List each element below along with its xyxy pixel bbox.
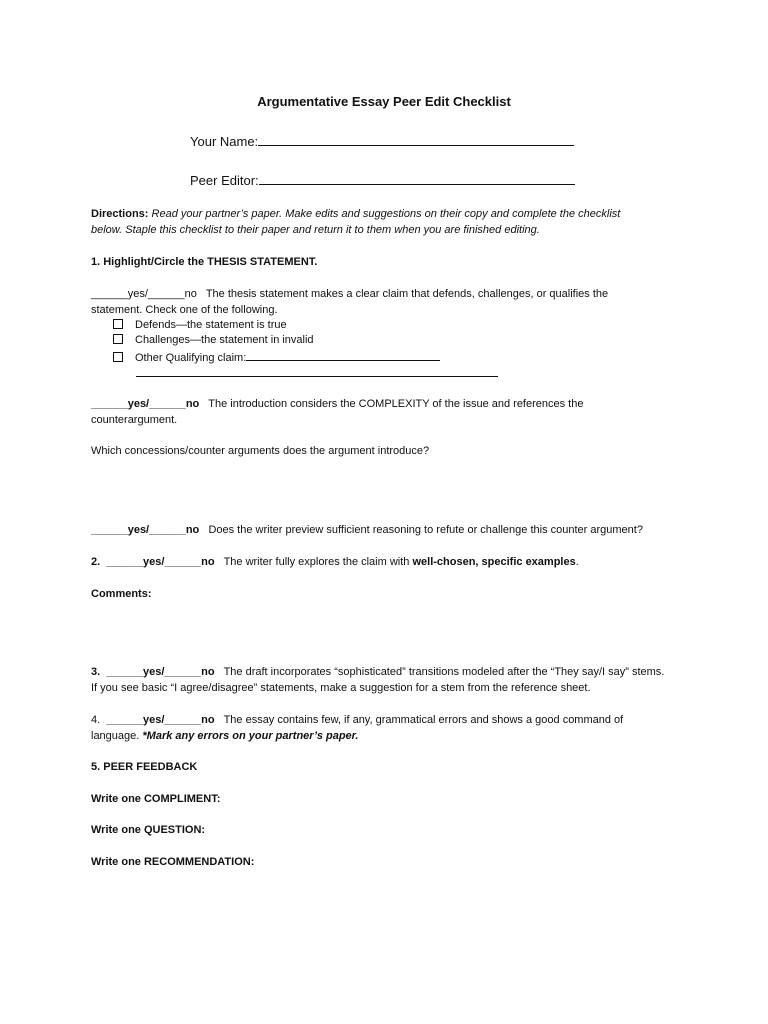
q2-item: [91, 397, 611, 413]
q1-item: [91, 287, 651, 318]
q1-text: The thesis statement makes a clear claim that defends, challenges, or qualifies the statement. Check one of the following.: [91, 288, 609, 316]
section2-yes-no[interactable]: ______yes/______no: [106, 556, 215, 568]
other-claim-blank-line-2[interactable]: [136, 366, 498, 377]
section2-emphasis: well-chosen, specific examples: [412, 556, 576, 568]
your-name-label: Your Name:: [190, 134, 259, 149]
section1-heading: 1. Highlight/Circle the THESIS STATEMENT.: [91, 256, 318, 268]
question-label: Write one QUESTION:: [91, 824, 206, 836]
section4-text: The essay contains few, if any, grammatical errors and shows a good command of language.: [91, 714, 624, 742]
option-challenges[interactable]: [113, 333, 314, 349]
peer-editor-field[interactable]: [190, 172, 575, 189]
section5-heading: 5. PEER FEEDBACK: [91, 761, 198, 773]
section2-text: The writer fully explores the claim with: [223, 556, 410, 568]
q3-text: Does the writer preview sufficient reasoning to refute or challenge this counter argument?: [208, 524, 643, 536]
page-title: Argumentative Essay Peer Edit Checklist: [257, 94, 511, 109]
directions-label: Directions:: [91, 208, 149, 220]
directions-text: Read your partner’s paper. Make edits and suggestions on their copy and complete the checklist below. Staple this checklist to their paper and return it to them when you are finished editing.: [91, 208, 621, 236]
option-defends-label: Defends—the statement is true: [135, 319, 287, 331]
q2-text: The introduction considers the COMPLEXITY of the issue and references the: [208, 398, 584, 410]
checkbox-icon[interactable]: [113, 334, 123, 344]
section3-number: 3.: [91, 666, 101, 678]
other-claim-blank[interactable]: [246, 349, 440, 361]
q3-yes-no[interactable]: ______yes/______no: [91, 524, 200, 536]
q1-yes-no[interactable]: ______yes/______no: [91, 288, 197, 300]
section2-number: 2.: [91, 556, 101, 568]
section3-text: The draft incorporates “sophisticated” transitions modeled after the “They say/I say” stems. If you see basic “I agree/disagree” statements, make a suggestion for a stem from the reference sheet.: [91, 666, 665, 694]
q2-text-continued: counterargument.: [91, 414, 178, 426]
checkbox-icon[interactable]: [113, 352, 123, 362]
peer-editor-label: Peer Editor:: [190, 173, 259, 188]
section2-period: .: [575, 556, 579, 568]
your-name-field[interactable]: [190, 133, 574, 150]
directions: [91, 207, 651, 238]
recommendation-label: Write one RECOMMENDATION:: [91, 856, 255, 868]
section2-item: [91, 555, 681, 571]
section3-yes-no[interactable]: ______yes/______no: [106, 666, 215, 678]
q3-item: [91, 523, 691, 539]
concessions-prompt: Which concessions/counter arguments does the argument introduce?: [91, 445, 430, 457]
section3-item: [91, 665, 666, 696]
q2-yes-no[interactable]: ______yes/______no: [91, 398, 200, 410]
peer-editor-blank[interactable]: [259, 172, 575, 185]
section4-item: [91, 713, 651, 744]
option-other-label: Other Qualifying claim:: [135, 352, 247, 364]
section4-yes-no[interactable]: ______yes/______no: [106, 714, 215, 726]
comments-label: Comments:: [91, 588, 152, 600]
option-challenges-label: Challenges—the statement in invalid: [135, 334, 314, 346]
compliment-label: Write one COMPLIMENT:: [91, 793, 221, 805]
option-defends[interactable]: [113, 318, 287, 334]
section4-note: *Mark any errors on your partner’s paper.: [142, 729, 359, 742]
checkbox-icon[interactable]: [113, 319, 123, 329]
section4-number: 4.: [91, 714, 101, 726]
option-other[interactable]: [113, 349, 440, 367]
your-name-blank[interactable]: [258, 133, 574, 146]
